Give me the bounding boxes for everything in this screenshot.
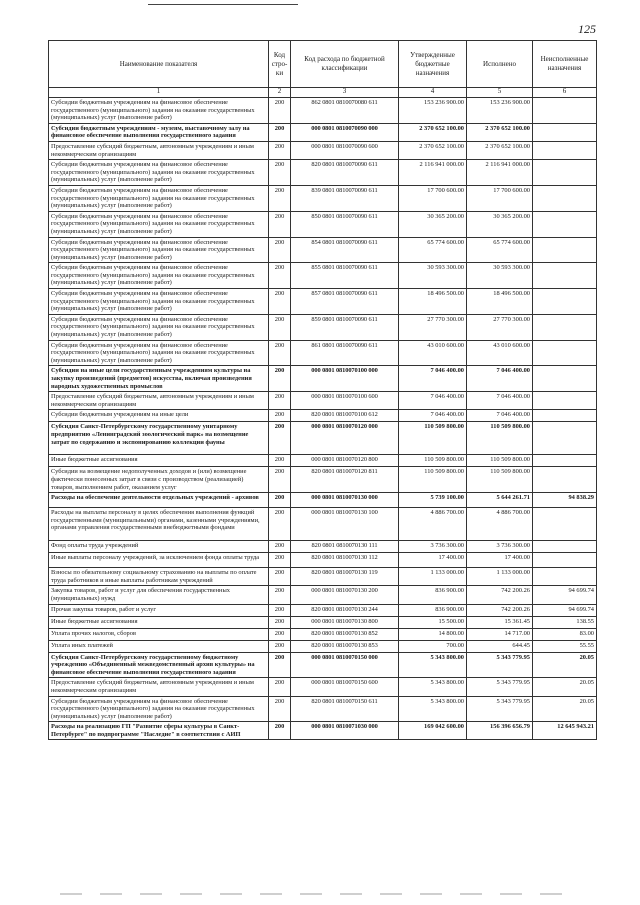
row-name: Субсидии на иные цели государственным учреждениям культуры на закупку произведений (предметов) искусства, включая произведения народных художественных промыслов [49, 366, 269, 392]
table-row [49, 652, 597, 678]
row-classification: 000 0801 0810070130 800 [291, 616, 399, 628]
row-executed: 4 886 700.00 [467, 508, 533, 541]
row-executed: 2 116 941 000.00 [467, 160, 533, 186]
row-executed: 1 133 000.00 [467, 568, 533, 586]
row-name: Расходы на выплаты персоналу в целях обеспечения выполнения функций государственными (муниципальными) органами, казенными учреждениями, органами управления государственными внебюджетными фондами [49, 508, 269, 541]
row-code: 200 [269, 237, 291, 263]
table-row [49, 422, 597, 455]
row-approved: 110 509 800.00 [399, 422, 467, 455]
column-number: 3 [291, 88, 399, 98]
row-classification: 820 0801 0810070130 112 [291, 553, 399, 568]
row-approved: 2 370 652 100.00 [399, 123, 467, 141]
row-name: Фонд оплаты труда учреждений [49, 541, 269, 553]
row-unexecuted [533, 160, 597, 186]
budget-execution-table [48, 40, 597, 740]
table-row [49, 722, 597, 740]
row-unexecuted [533, 568, 597, 586]
row-unexecuted: 94 699.74 [533, 586, 597, 604]
row-name: Субсидии бюджетным учреждениям на иные цели [49, 410, 269, 422]
table-row [49, 586, 597, 604]
row-code: 200 [269, 340, 291, 366]
row-classification: 850 0801 0810070090 611 [291, 211, 399, 237]
top-rule [148, 4, 298, 5]
row-classification: 000 0801 0810070090 000 [291, 123, 399, 141]
row-classification: 854 0801 0810070090 611 [291, 237, 399, 263]
row-unexecuted: 20.05 [533, 678, 597, 696]
table-row [49, 340, 597, 366]
row-classification: 820 0801 0810070130 119 [291, 568, 399, 586]
row-name: Предоставление субсидий бюджетным, автономным учреждениям и иным некоммерческим организациям [49, 678, 269, 696]
row-code: 200 [269, 141, 291, 159]
row-approved: 30 365 200.00 [399, 211, 467, 237]
row-classification: 820 0801 0810070130 244 [291, 604, 399, 616]
row-name: Субсидии бюджетным учреждениям на финансовое обеспечение государственного (муниципального) задания на оказание государственных (муниципальных) услуг (выполнение работ) [49, 237, 269, 263]
header-code: Код стро-ки [269, 41, 291, 88]
row-executed: 7 046 400.00 [467, 366, 533, 392]
row-unexecuted [533, 410, 597, 422]
row-executed: 2 370 652 100.00 [467, 123, 533, 141]
row-name: Прочая закупка товаров, работ и услуг [49, 604, 269, 616]
row-name: Уплата иных платежей [49, 640, 269, 652]
row-approved: 110 509 800.00 [399, 455, 467, 467]
row-approved: 5 739 100.00 [399, 493, 467, 508]
row-code: 200 [269, 628, 291, 640]
row-classification: 000 0801 0810070150 000 [291, 652, 399, 678]
row-approved: 18 496 500.00 [399, 289, 467, 315]
row-code: 200 [269, 640, 291, 652]
row-executed: 17 400.00 [467, 553, 533, 568]
row-approved: 3 736 300.00 [399, 541, 467, 553]
table-row [49, 568, 597, 586]
row-approved: 17 700 600.00 [399, 185, 467, 211]
row-approved: 17 400.00 [399, 553, 467, 568]
row-executed: 27 770 300.00 [467, 314, 533, 340]
table-row [49, 604, 597, 616]
row-name: Субсидия Санкт-Петербургскому государственному бюджетному учреждению «Объединенный межведомственный архив культуры» на финансовое обеспечение выполнения государственного задания [49, 652, 269, 678]
row-classification: 000 0801 0810070150 600 [291, 678, 399, 696]
table-row [49, 508, 597, 541]
row-classification: 820 0801 0810070090 611 [291, 160, 399, 186]
row-classification: 820 0801 0810070130 853 [291, 640, 399, 652]
header-classification: Код расхода по бюджетной классификации [291, 41, 399, 88]
row-classification: 000 0801 0810070130 200 [291, 586, 399, 604]
row-approved: 2 370 652 100.00 [399, 141, 467, 159]
row-classification: 000 0801 0810070090 600 [291, 141, 399, 159]
row-name: Субсидии на возмещение недополученных доходов и (или) возмещение фактически понесенных затрат в связи с производством (реализацией) товаров, выполнением работ, оказанием услуг [49, 467, 269, 493]
bottom-edge-artifact [60, 893, 580, 895]
row-classification: 000 0801 0810070130 000 [291, 493, 399, 508]
table-row [49, 98, 597, 124]
header-row [49, 41, 597, 88]
row-unexecuted: 20.05 [533, 652, 597, 678]
row-executed: 7 046 400.00 [467, 410, 533, 422]
table-row [49, 541, 597, 553]
row-executed: 65 774 600.00 [467, 237, 533, 263]
header-approved: Утвержденные бюджетные назначения [399, 41, 467, 88]
row-classification: 000 0801 0810070100 000 [291, 366, 399, 392]
row-name: Субсидии бюджетным учреждениям на финансовое обеспечение государственного (муниципального) задания на оказание государственных (муниципальных) услуг (выполнение работ) [49, 185, 269, 211]
row-classification: 820 0801 0810070130 111 [291, 541, 399, 553]
row-approved: 836 900.00 [399, 586, 467, 604]
row-name: Предоставление субсидий бюджетным, автономным учреждениям и иным некоммерческим организациям [49, 392, 269, 410]
table-row [49, 493, 597, 508]
row-code: 200 [269, 289, 291, 315]
row-approved: 1 133 000.00 [399, 568, 467, 586]
row-unexecuted [533, 455, 597, 467]
row-approved: 169 042 600.00 [399, 722, 467, 740]
table-row [49, 237, 597, 263]
row-unexecuted [533, 123, 597, 141]
row-code: 200 [269, 185, 291, 211]
column-number: 2 [269, 88, 291, 98]
row-code: 200 [269, 604, 291, 616]
row-approved: 15 500.00 [399, 616, 467, 628]
row-code: 200 [269, 722, 291, 740]
row-approved: 5 343 800.00 [399, 696, 467, 722]
row-approved: 110 509 800.00 [399, 467, 467, 493]
row-code: 200 [269, 123, 291, 141]
row-unexecuted [533, 553, 597, 568]
table-row [49, 289, 597, 315]
row-executed: 3 736 300.00 [467, 541, 533, 553]
row-name: Расходы на обеспечение деятельности отдельных учреждений - архивов [49, 493, 269, 508]
table-row [49, 141, 597, 159]
row-approved: 2 116 941 000.00 [399, 160, 467, 186]
row-code: 200 [269, 98, 291, 124]
row-code: 200 [269, 211, 291, 237]
row-code: 200 [269, 568, 291, 586]
row-name: Субсидии бюджетным учреждениям - музеям, выставочному залу на финансовое обеспечение выполнения государственного задания [49, 123, 269, 141]
row-executed: 5 644 261.71 [467, 493, 533, 508]
row-classification: 820 0801 0810070120 811 [291, 467, 399, 493]
row-classification: 862 0801 0810070080 611 [291, 98, 399, 124]
header-name: Наименование показателя [49, 41, 269, 88]
row-executed: 5 343 779.95 [467, 652, 533, 678]
row-executed: 156 396 656.79 [467, 722, 533, 740]
row-approved: 7 046 400.00 [399, 366, 467, 392]
row-code: 200 [269, 455, 291, 467]
column-numbers-row [49, 88, 597, 98]
row-code: 200 [269, 652, 291, 678]
row-executed: 5 343 779.95 [467, 696, 533, 722]
row-executed: 153 236 900.00 [467, 98, 533, 124]
table-row [49, 616, 597, 628]
row-classification: 000 0801 0810070120 800 [291, 455, 399, 467]
table-row [49, 640, 597, 652]
row-unexecuted: 138.55 [533, 616, 597, 628]
table-row [49, 263, 597, 289]
table-row [49, 455, 597, 467]
row-name: Предоставление субсидий бюджетным, автономным учреждениям и иным некоммерческим организациям [49, 141, 269, 159]
table-row [49, 366, 597, 392]
row-name: Субсидии бюджетным учреждениям на финансовое обеспечение государственного (муниципального) задания на оказание государственных (муниципальных) услуг (выполнение работ) [49, 98, 269, 124]
row-name: Субсидии бюджетным учреждениям на финансовое обеспечение государственного (муниципального) задания на оказание государственных (муниципальных) услуг (выполнение работ) [49, 314, 269, 340]
row-code: 200 [269, 493, 291, 508]
row-classification: 855 0801 0810070090 611 [291, 263, 399, 289]
page-number: 125 [578, 22, 596, 36]
row-approved: 27 770 300.00 [399, 314, 467, 340]
row-classification: 859 0801 0810070090 611 [291, 314, 399, 340]
row-code: 200 [269, 314, 291, 340]
row-executed: 14 717.00 [467, 628, 533, 640]
row-approved: 4 886 700.00 [399, 508, 467, 541]
row-classification: 820 0801 0810070150 611 [291, 696, 399, 722]
row-executed: 742 200.26 [467, 604, 533, 616]
row-classification: 000 0801 0810071030 000 [291, 722, 399, 740]
row-classification: 861 0801 0810070090 611 [291, 340, 399, 366]
row-approved: 43 010 600.00 [399, 340, 467, 366]
table-row [49, 467, 597, 493]
row-unexecuted: 94 838.29 [533, 493, 597, 508]
row-name: Иные выплаты персоналу учреждений, за исключением фонда оплаты труда [49, 553, 269, 568]
table-row [49, 553, 597, 568]
row-name: Субсидии бюджетным учреждениям на финансовое обеспечение государственного (муниципального) задания на оказание государственных (муниципальных) услуг (выполнение работ) [49, 289, 269, 315]
row-unexecuted [533, 508, 597, 541]
row-classification: 820 0801 0810070100 612 [291, 410, 399, 422]
row-executed: 5 343 779.95 [467, 678, 533, 696]
row-name: Расходы на реализацию ГП "Развитие сферы культуры в Санкт-Петербурге" по подпрограмме "Наследие" в соответствии с АИП [49, 722, 269, 740]
table-row [49, 628, 597, 640]
row-executed: 17 700 600.00 [467, 185, 533, 211]
row-classification: 000 0801 0810070100 600 [291, 392, 399, 410]
row-approved: 153 236 900.00 [399, 98, 467, 124]
row-unexecuted [533, 185, 597, 211]
row-unexecuted [533, 366, 597, 392]
row-name: Субсидии бюджетным учреждениям на финансовое обеспечение государственного (муниципального) задания на оказание государственных (муниципальных) услуг (выполнение работ) [49, 263, 269, 289]
row-unexecuted [533, 314, 597, 340]
row-name: Уплата прочих налогов, сборов [49, 628, 269, 640]
row-approved: 14 800.00 [399, 628, 467, 640]
row-code: 200 [269, 467, 291, 493]
row-approved: 7 046 400.00 [399, 392, 467, 410]
row-unexecuted [533, 467, 597, 493]
row-classification: 000 0801 0810070130 100 [291, 508, 399, 541]
row-name: Закупка товаров, работ и услуг для обеспечения государственных (муниципальных) нужд [49, 586, 269, 604]
column-number: 6 [533, 88, 597, 98]
table-row [49, 185, 597, 211]
row-approved: 5 343 800.00 [399, 678, 467, 696]
column-number: 5 [467, 88, 533, 98]
row-executed: 30 365 200.00 [467, 211, 533, 237]
row-code: 200 [269, 410, 291, 422]
row-name: Субсидии бюджетным учреждениям на финансовое обеспечение государственного (муниципального) задания на оказание государственных (муниципальных) услуг (выполнение работ) [49, 340, 269, 366]
header-executed: Исполнено [467, 41, 533, 88]
row-classification: 820 0801 0810070130 852 [291, 628, 399, 640]
row-executed: 15 361.45 [467, 616, 533, 628]
row-code: 200 [269, 366, 291, 392]
row-code: 200 [269, 696, 291, 722]
row-code: 200 [269, 586, 291, 604]
row-unexecuted: 20.05 [533, 696, 597, 722]
row-approved: 7 046 400.00 [399, 410, 467, 422]
row-unexecuted: 94 699.74 [533, 604, 597, 616]
row-unexecuted [533, 392, 597, 410]
table-row [49, 696, 597, 722]
table-row [49, 410, 597, 422]
row-code: 200 [269, 616, 291, 628]
row-unexecuted [533, 340, 597, 366]
row-code: 200 [269, 678, 291, 696]
table-row [49, 314, 597, 340]
column-number: 1 [49, 88, 269, 98]
row-classification: 000 0801 0810070120 000 [291, 422, 399, 455]
row-name: Субсидии бюджетным учреждениям на финансовое обеспечение государственного (муниципального) задания на оказание государственных (муниципальных) услуг (выполнение работ) [49, 160, 269, 186]
table-body [49, 98, 597, 740]
row-code: 200 [269, 508, 291, 541]
row-executed: 18 496 500.00 [467, 289, 533, 315]
table-row [49, 392, 597, 410]
row-code: 200 [269, 392, 291, 410]
row-name: Субсидии бюджетным учреждениям на финансовое обеспечение государственного (муниципального) задания на оказание государственных (муниципальных) услуг (выполнение работ) [49, 211, 269, 237]
column-number: 4 [399, 88, 467, 98]
row-name: Взносы по обязательному социальному страхованию на выплаты по оплате труда работников и иные выплаты работникам учреждений [49, 568, 269, 586]
row-executed: 2 370 652 100.00 [467, 141, 533, 159]
table-row [49, 160, 597, 186]
row-executed: 110 509 800.00 [467, 467, 533, 493]
table-row [49, 123, 597, 141]
row-unexecuted: 12 645 943.21 [533, 722, 597, 740]
row-unexecuted [533, 263, 597, 289]
table-row [49, 211, 597, 237]
row-code: 200 [269, 541, 291, 553]
row-approved: 700.00 [399, 640, 467, 652]
row-unexecuted: 83.00 [533, 628, 597, 640]
row-executed: 644.45 [467, 640, 533, 652]
row-unexecuted [533, 541, 597, 553]
row-code: 200 [269, 263, 291, 289]
row-name: Иные бюджетные ассигнования [49, 455, 269, 467]
row-unexecuted [533, 289, 597, 315]
row-name: Иные бюджетные ассигнования [49, 616, 269, 628]
row-executed: 7 046 400.00 [467, 392, 533, 410]
row-unexecuted: 55.55 [533, 640, 597, 652]
row-unexecuted [533, 211, 597, 237]
table-row [49, 678, 597, 696]
row-unexecuted [533, 237, 597, 263]
row-code: 200 [269, 422, 291, 455]
row-unexecuted [533, 98, 597, 124]
row-approved: 30 593 300.00 [399, 263, 467, 289]
row-executed: 110 509 800.00 [467, 422, 533, 455]
row-approved: 5 343 800.00 [399, 652, 467, 678]
row-executed: 43 010 600.00 [467, 340, 533, 366]
row-classification: 839 0801 0810070090 611 [291, 185, 399, 211]
header-unexecuted: Неисполненные назначения [533, 41, 597, 88]
row-approved: 836 900.00 [399, 604, 467, 616]
row-executed: 742 200.26 [467, 586, 533, 604]
row-unexecuted [533, 141, 597, 159]
row-unexecuted [533, 422, 597, 455]
row-classification: 857 0801 0810070090 611 [291, 289, 399, 315]
row-code: 200 [269, 553, 291, 568]
row-name: Субсидии бюджетным учреждениям на финансовое обеспечение государственного (муниципального) задания на оказание государственных (муниципальных) услуг (выполнение работ) [49, 696, 269, 722]
row-executed: 30 593 300.00 [467, 263, 533, 289]
row-executed: 110 509 800.00 [467, 455, 533, 467]
row-name: Субсидия Санкт-Петербургскому государственному унитарному предприятию «Ленинградский зоологический парк» на возмещение затрат по содержанию и экспонированию коллекции фауны [49, 422, 269, 455]
row-approved: 65 774 600.00 [399, 237, 467, 263]
row-code: 200 [269, 160, 291, 186]
